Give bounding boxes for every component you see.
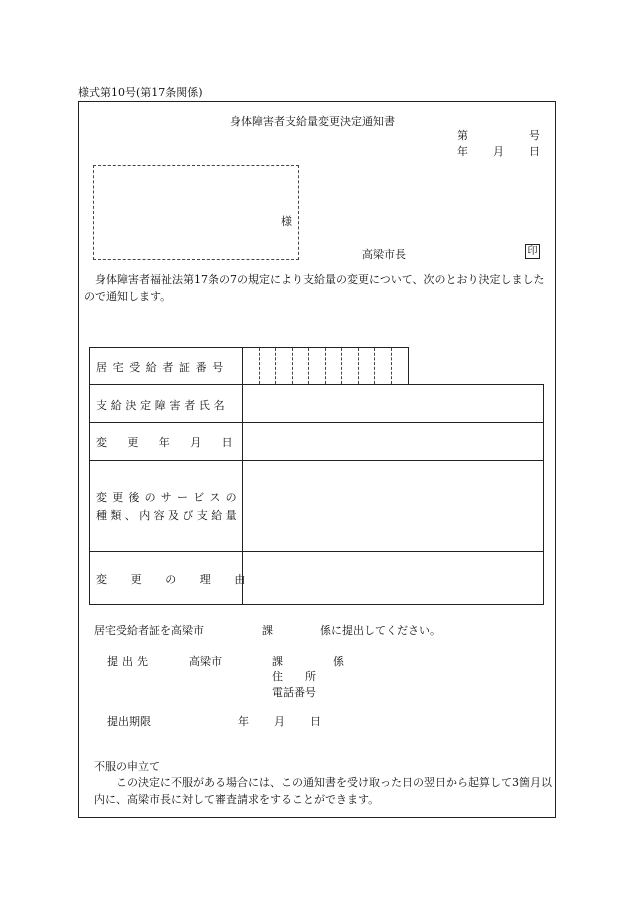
digit-separator: [391, 348, 392, 384]
submit-dest-label: 提出先: [107, 655, 152, 668]
form-label: 様式第10号(第17条関係): [78, 86, 203, 99]
submit-dest-ka: 課: [272, 655, 283, 668]
digit-separator: [325, 348, 326, 384]
submit-instruction-b: 課: [262, 624, 273, 637]
document-title: 身体障害者支給量変更決定通知書: [230, 115, 395, 128]
submit-dest-city: 高梁市: [189, 655, 222, 668]
digit-separator: [275, 348, 276, 384]
addressee-box[interactable]: [93, 165, 299, 260]
number-suffix: 号: [529, 129, 540, 142]
digit-separator: [292, 348, 293, 384]
change-date-label: 変更年月日: [96, 436, 253, 449]
date-day: 日: [529, 145, 540, 158]
change-date-field[interactable]: [243, 423, 543, 460]
submit-address-label: 住所: [272, 670, 338, 683]
recipient-name-field[interactable]: [243, 385, 543, 422]
digit-separator: [259, 348, 260, 384]
reason-label: 変更の理由: [96, 573, 269, 586]
submit-phone-label: 電話番号: [272, 686, 316, 699]
deadline-month: 月: [274, 715, 285, 728]
deadline-day: 日: [310, 715, 321, 728]
service-field[interactable]: [243, 461, 543, 551]
issuer-name: 高梁市長: [362, 248, 406, 261]
objection-body: この決定に不服がある場合には、この通知書を受け取った日の翌日から起算して3箇月以内に、高梁市長に対して審査請求をすることができます。: [94, 776, 552, 806]
digit-separator: [341, 348, 342, 384]
intro-paragraph: 身体障害者福祉法第17条の7の規定により支給量の変更について、次のとおり決定しましたので通知します。: [84, 273, 545, 303]
digit-separator: [308, 348, 309, 384]
date-year: 年: [457, 145, 468, 158]
date-month: 月: [493, 145, 504, 158]
service-label-line2: 種類、内容及び支給量: [96, 509, 240, 522]
digit-separator: [358, 348, 359, 384]
deadline-year: 年: [238, 715, 249, 728]
number-prefix: 第: [457, 129, 468, 142]
submit-instruction-a: 居宅受給者証を高梁市: [94, 624, 204, 637]
submit-dest-kakari: 係: [333, 655, 344, 668]
submit-instruction-c: 係に提出してください。: [320, 624, 441, 637]
cert-number-label: 居宅受給者証番号: [96, 361, 229, 374]
addressee-suffix: 様: [281, 215, 292, 228]
objection-heading: 不服の申立て: [94, 760, 160, 773]
recipient-name-label: 支給決定障害者氏名: [96, 399, 229, 412]
service-label-line1: 変更後のサービスの: [96, 491, 242, 504]
reason-field[interactable]: [243, 552, 543, 604]
deadline-label: 提出期限: [107, 715, 151, 728]
digit-separator: [374, 348, 375, 384]
seal-mark: 印: [525, 244, 540, 259]
